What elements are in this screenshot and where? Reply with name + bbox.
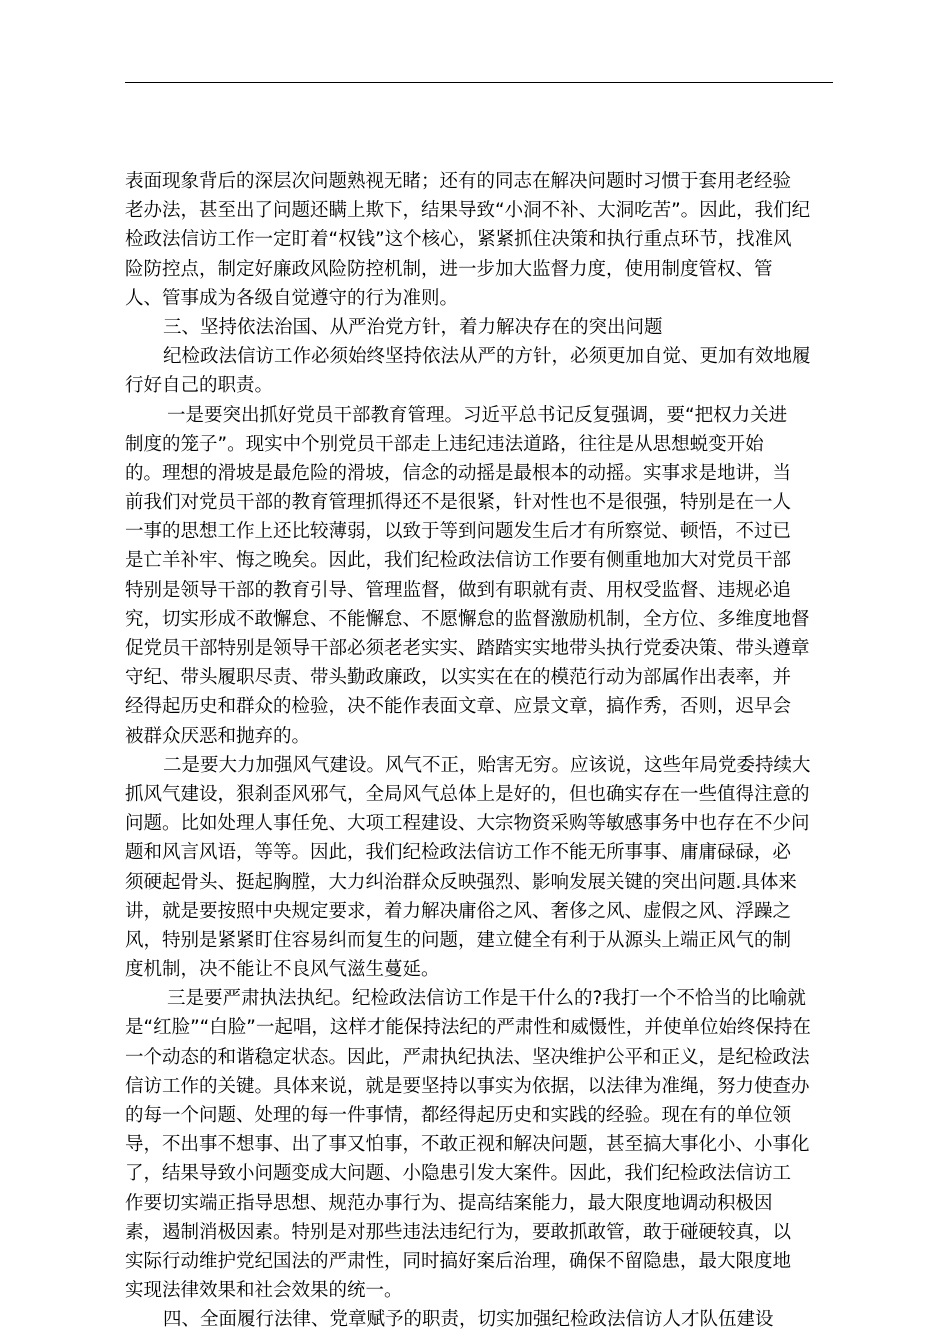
text-line: 行好自己的职责。	[125, 375, 274, 397]
text-line: 一是要突出抓好党员干部教育管理。习近平总书记反复强调，要“把权力关进	[167, 404, 788, 426]
text-line: 问题。比如处理人事任免、大项工程建设、大宗物资采购等敏感事务中也存在不少问	[125, 813, 810, 835]
text-line: 信访工作的关键。具体来说，就是要坚持以事实为依据，以法律为准绳，努力使查办	[125, 1075, 810, 1097]
text-line: 三是要严肃执法执纪。纪检政法信访工作是干什么的?我打一个不恰当的比喻就	[167, 988, 806, 1010]
text-line: 是“红脸”“白脸”一起唱，这样才能保持法纪的严肃性和威慑性，并使单位始终保持在	[125, 1017, 811, 1039]
text-line: 究，切实形成不敢懈怠、不能懈怠、不愿懈怠的监督激励机制，全方位、多维度地督	[125, 608, 810, 630]
text-line: 的每一个问题、处理的每一件事情，都经得起历史和实践的经验。现在有的单位领	[125, 1105, 792, 1126]
text-line: 的。理想的滑坡是最危险的滑坡，信念的动摇是最根本的动摇。实事求是地讲，当	[125, 462, 792, 484]
text-line: 一个动态的和谐稳定状态。因此，严肃执纪执法、坚决维护公平和正义，是纪检政法	[125, 1046, 810, 1068]
text-line: 度机制，决不能让不良风气滋生蔓延。	[125, 959, 440, 981]
text-line: 四、全面履行法律、党章赋予的职责，切实加强纪检政法信访人才队伍建设	[163, 1309, 774, 1331]
text-line: 人、管事成为各级自觉遵守的行为准则。	[125, 287, 459, 309]
text-line: 风，特别是紧紧盯住容易纠而复生的问题，建立健全有利于从源头上端正风气的制	[125, 929, 792, 951]
text-line: 促党员干部特别是领导干部必须老老实实、踏踏实实地带头执行党委决策、带头遵章	[125, 638, 810, 659]
text-line: 被群众厌恶和抛弃的。	[125, 725, 311, 747]
text-line: 实现法律效果和社会效果的统一。	[125, 1280, 403, 1302]
text-line: 素，遏制消极因素。特别是对那些违法违纪行为，要敢抓敢管，敢于碰硬较真，以	[125, 1221, 792, 1243]
text-line: 实际行动维护党纪国法的严肃性，同时搞好案后治理，确保不留隐患，最大限度地	[125, 1250, 792, 1272]
text-line: 一事的思想工作上还比较薄弱，以致于等到问题发生后才有所察觉、顿悟，不过已	[125, 521, 792, 543]
text-line: 老办法，甚至出了问题还瞒上欺下，结果导致“小洞不补、大洞吃苦”。因此，我们纪	[125, 200, 811, 222]
text-line: 检政法信访工作一定盯着“权钱”这个核心，紧紧抓住决策和执行重点环节，找准风	[125, 229, 792, 251]
text-line: 须硬起骨头、挺起胸膛，大力纠治群众反映强烈、影响发展关键的突出问题.具体来	[125, 871, 797, 893]
text-line: 经得起历史和群众的检验，决不能作表面文章、应景文章，搞作秀，否则，迟早会	[125, 696, 792, 718]
text-line: 二是要大力加强风气建设。风气不正，贻害无穷。应该说，这些年局党委持续大	[163, 754, 811, 776]
text-line: 特别是领导干部的教育引导、管理监督，做到有职就有责、用权受监督、违规必追	[125, 579, 792, 601]
header-rule	[125, 82, 833, 83]
text-line: 导，不出事不想事、出了事又怕事，不敢正视和解决问题，甚至搞大事化小、小事化	[125, 1134, 810, 1156]
text-line: 表面现象背后的深层次问题熟视无睹；还有的同志在解决问题时习惯于套用老经验	[125, 171, 792, 192]
text-line: 讲，就是要按照中央规定要求，着力解决庸俗之风、奢侈之风、虚假之风、浮躁之	[125, 900, 792, 922]
text-line: 前我们对党员干部的教育管理抓得还不是很紧，针对性也不是很强，特别是在一人	[125, 492, 792, 514]
text-line: 题和风言风语，等等。因此，我们纪检政法信访工作不能无所事事、庸庸碌碌，必	[125, 842, 792, 864]
text-line: 险防控点，制定好廉政风险防控机制，进一步加大监督力度，使用制度管权、管	[125, 258, 773, 280]
text-line: 了，结果导致小问题变成大问题、小隐患引发大案件。因此，我们纪检政法信访工	[125, 1163, 792, 1185]
text-line: 制度的笼子”。现实中个别党员干部走上违纪违法道路，往往是从思想蜕变开始	[125, 433, 764, 455]
text-line: 抓风气建设，狠刹歪风邪气，全局风气总体上是好的，但也确实存在一些值得注意的	[125, 783, 810, 805]
document-body	[125, 167, 835, 1335]
text-line: 守纪、带头履职尽责、带头勤政廉政，以实实在在的模范行动为部属作出表率，并	[125, 667, 792, 689]
text-line: 作要切实端正指导思想、规范办事行为、提高结案能力，最大限度地调动积极因	[125, 1192, 773, 1214]
text-line: 是亡羊补牢、悔之晚矣。因此，我们纪检政法信访工作要有侧重地加大对党员干部	[125, 550, 792, 572]
text-line: 纪检政法信访工作必须始终坚持依法从严的方针，必须更加自觉、更加有效地履	[163, 346, 811, 368]
text-line: 三、坚持依法治国、从严治党方针，着力解决存在的突出问题	[163, 316, 663, 338]
